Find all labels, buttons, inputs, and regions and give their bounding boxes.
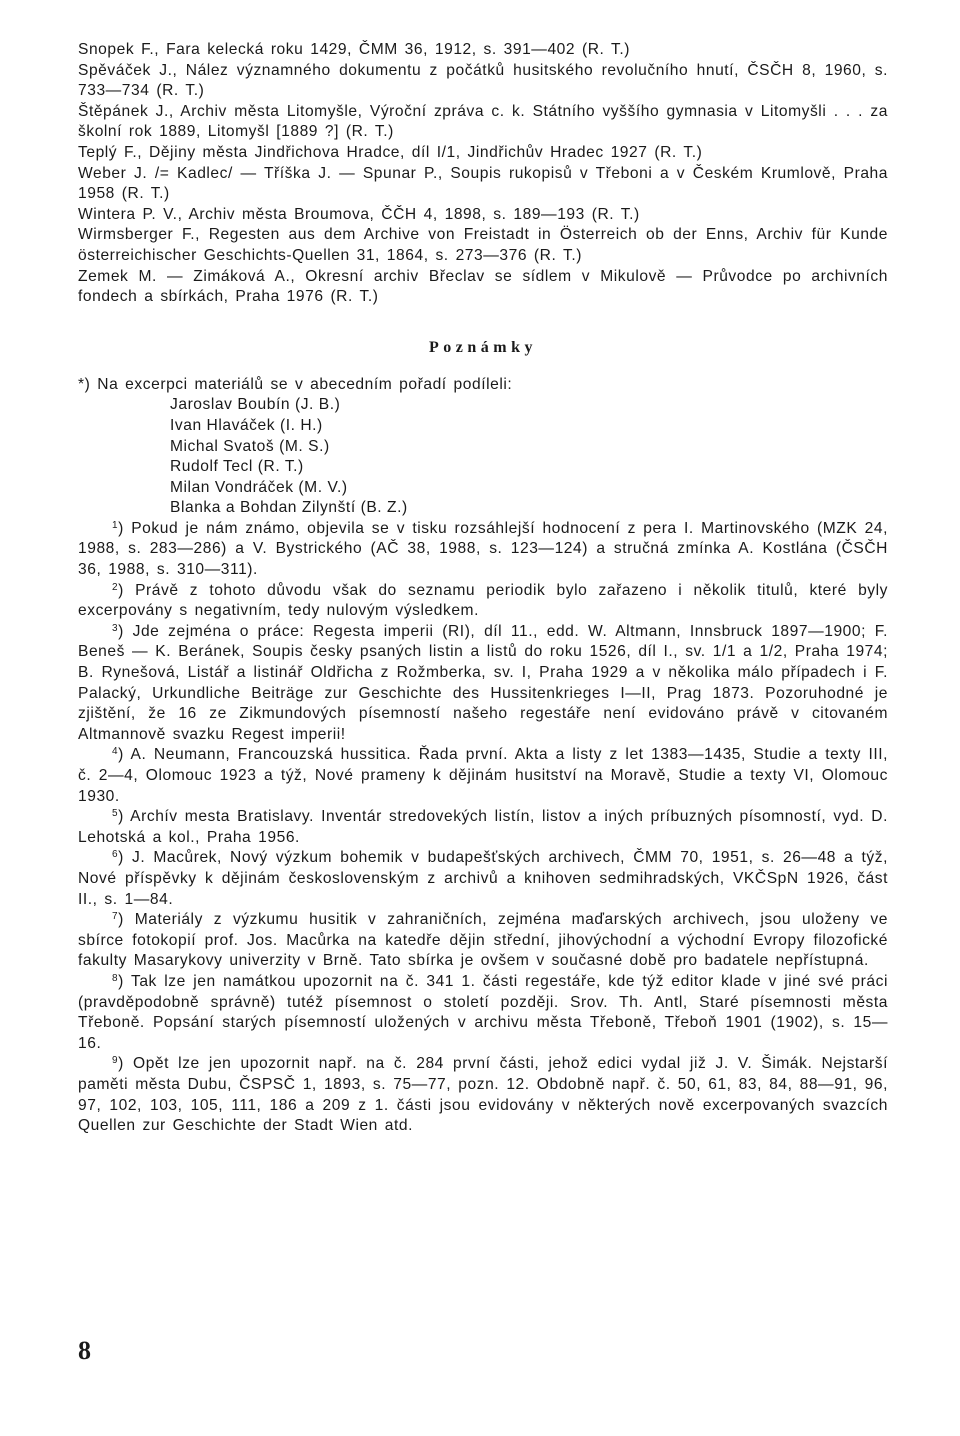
footnote-text: ) Právě z tohoto důvodu však do seznamu periodik bylo zařazeno i několik titulů, které byly excerpovány s negativním, tedy nulovým výsledkem.: [78, 581, 888, 620]
footnote-text: ) J. Macůrek, Nový výzkum bohemik v budapešťských archivech, ČMM 70, 1951, s. 26—48 a týž, Nové příspěvky k dějinám československým z archivů a knihoven sedmihradských, VKČSpN 1926, část II., s. 1—84.: [78, 849, 888, 908]
footnote-marker: 8: [112, 972, 119, 984]
bibliography-entry: Zemek M. — Zimáková A., Okresní archiv Břeclav se sídlem v Mikulově — Průvodce po archivních fondech a sbírkách, Praha 1976 (R. T.): [78, 267, 888, 306]
bibliography-entry: Wirmsberger F., Regesten aus dem Archive von Freistadt in Österreich ob der Enns, Archiv für Kunde österreichischer Geschichts-Quellen 31, 1864, s. 273—376 (R. T.): [78, 226, 888, 264]
intro-marker: *): [78, 375, 91, 393]
footnote: [78, 622, 888, 746]
footnote: [78, 745, 888, 807]
document-page: [78, 40, 888, 1137]
bibliography-entry: Spěváček J., Nález významného dokumentu z počátků husitského revolučního hnutí, ČSČH 8, 1960, s. 733—734 (R. T.): [78, 61, 888, 100]
footnote-text: ) A. Neumann, Francouzská hussitica. Řada první. Akta a listy z let 1383—1435, Studie a texty III, č. 2—4, Olomouc 1923 a týž, Nové prameny k dějinám husitství na Moravě, Studie a texty VI, Olomouc 1930.: [78, 746, 888, 805]
notes-intro: [78, 375, 888, 396]
footnote: [78, 848, 888, 910]
contributor-list: [170, 395, 888, 519]
footnote-marker: 5: [112, 808, 119, 820]
footnote: [78, 1054, 888, 1136]
footnote: [78, 910, 888, 972]
footnote-text: ) Opět lze jen upozornit např. na č. 284 první části, jehož edici vydal již J. V. Šimák. Nejstarší paměti města Dubu, ČSPSČ 1, 1893, s. 75—77, pozn. 12. Obdobně např. č. 50, 61, 83, 84, 88—91, 96, 97, 102, 103, 105, 111, 186 a 209 z 1. části jsou evidovány v některých nově excerpovaných svazcích Quellen zur Geschichte der Stadt Wien atd.: [78, 1055, 888, 1135]
footnote: [78, 807, 888, 848]
contributor-item: Jaroslav Boubín (J. B.): [170, 396, 341, 414]
footnote: [78, 972, 888, 1054]
contributor-item: Rudolf Tecl (R. T.): [170, 458, 304, 476]
bibliography-entry: Snopek F., Fara kelecká roku 1429, ČMM 36, 1912, s. 391—402 (R. T.): [78, 41, 631, 58]
page-number: 8: [78, 1336, 91, 1365]
footnote-text: ) Archív mesta Bratislavy. Inventár stredovekých listín, listov a iných príbuzných písomností, vyd. D. Lehotská a kol., Praha 1956.: [78, 808, 888, 846]
footnote-text: ) Jde zejména o práce: Regesta imperii (RI), díl 11., edd. W. Altmann, Innsbruck 1897—1900; F. Beneš — K. Beránek, Soupis česky psaných listin a listů do roku 1526, díl I., sv. 1/1 a 1/2, Praha 1974; B. Rynešová, Listář a listinář Oldřicha z Rožmberka, sv. I, Praha 1929 a v několika málo případech i F. Palacký, Urkundliche Beiträge zur Geschichte des Hussitenkrieges I—II, Prag 1873. Pozoruhodné je zjištění, že 16 ze Zikmundových písemností našeho regestáře není evidováno právě v citovaném Altmannově svazku Regest imperii!: [78, 622, 888, 743]
footnote-text: ) Tak lze jen namátkou upozornit na č. 341 1. části regestáře, kde týž editor klade v jiné své práci (pravděpodobně správně) tutéž písemnost o století později. Srov. Th. Antl, Staré písemnosti města Třeboně. Popsání starých písemností uložených v archivu města Třeboně, Třeboň 1901 (1902), s. 15—16.: [78, 972, 888, 1052]
bibliography-entry: Štěpánek J., Archiv města Litomyšle, Výroční zpráva c. k. Státního vyššího gymnasia v Litomyšli . . . za školní rok 1889, Litomyšl [1889 ?] (R. T.): [78, 102, 888, 141]
footnote-marker: 6: [112, 849, 119, 861]
contributor-item: Milan Vondráček (M. V.): [170, 478, 348, 496]
footnote-marker: 9: [112, 1055, 119, 1067]
notes-heading: Poznámky: [429, 338, 537, 356]
bibliography-entry: Teplý F., Dějiny města Jindřichova Hradce, díl I/1, Jindřichův Hradec 1927 (R. T.): [78, 143, 703, 161]
bibliography-entry: Weber J. /= Kadlec/ — Tříška J. — Spunar P., Soupis rukopisů v Třeboni a v Českém Krumlově, Praha 1958 (R. T.): [78, 164, 888, 203]
bibliography-entry: Wintera P. V., Archiv města Broumova, ČČH 4, 1898, s. 189—193 (R. T.): [78, 205, 640, 223]
footnote-text: ) Materiály z výzkumu husitik v zahraničních, zejména maďarských archivech, jsou uloženy ve sbírce fotokopií prof. Jos. Macůrka na katedře dějin střední, jihovýchodní a východní Evropy filozofické fakulty Masarykovy univerzity v Brně. Tato sbírka je ovšem v současné době pro badatele nepřístupná.: [78, 911, 888, 970]
footnote-marker: 4: [112, 746, 119, 758]
footnote-marker: 1: [112, 519, 119, 531]
footnotes: [78, 519, 888, 1137]
footnote-marker: 7: [112, 911, 119, 923]
intro-text: Na excerpci materiálů se v abecedním pořadí podíleli:: [97, 375, 513, 393]
footnote: [78, 519, 888, 581]
contributor-item: Blanka a Bohdan Zilynští (B. Z.): [170, 499, 408, 517]
footnote: [78, 581, 888, 622]
footnote-marker: 3: [112, 622, 119, 634]
footnote-marker: 2: [112, 581, 119, 593]
bibliography-list: [78, 40, 888, 308]
footnote-text: ) Pokud je nám známo, objevila se v tisku rozsáhlejší hodnocení z pera I. Martinovského (MZK 24, 1988, s. 283—286) a V. Bystrického (AČ 38, 1988, s. 123—124) a stručná zmínka A. Kostlána (ČSČH 36, 1988, s. 310—311).: [78, 519, 888, 579]
contributor-item: Michal Svatoš (M. S.): [170, 437, 330, 455]
contributor-item: Ivan Hlaváček (I. H.): [170, 416, 323, 434]
